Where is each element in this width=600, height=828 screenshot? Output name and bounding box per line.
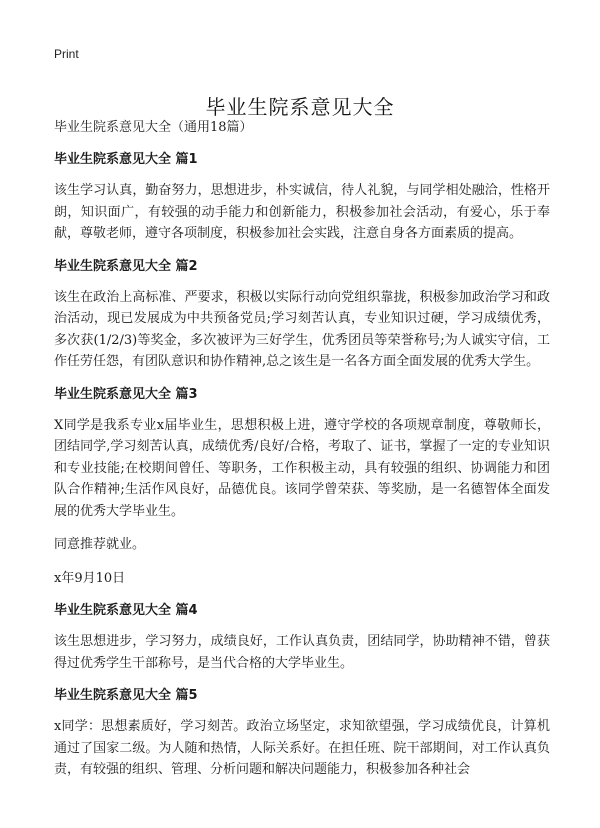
section-1 (54, 150, 550, 245)
document-body (54, 118, 550, 793)
print-link[interactable]: Print (54, 47, 79, 61)
section-heading: 毕业生院系意见大全 篇5 (54, 688, 198, 703)
section-paragraph: 该生在政治上高标准、严要求，积极以实际行动向党组织靠拢，积极参加政治学习和政治活动，现已发展成为中共预备党员;学习刻苦认真，专业知识过硬，学习成绩优秀，多次获(1/2/3)等奖金，多次被评为三好学生，优秀团员等荣誉称号;为人诚实守信，工作任劳任怨，有团队意识和协作精神,总之该生是一名各方面全面发展的优秀大学生。 (54, 289, 550, 369)
document-title: 毕业生院系意见大全 (205, 95, 395, 120)
section-heading: 毕业生院系意见大全 篇1 (54, 152, 198, 167)
section-paragraph: 该生学习认真，勤奋努力，思想进步，朴实诚信，待人礼貌，与同学相处融洽，性格开朗，知识面广，有较强的动手能力和创新能力，积极参加社会活动，有爱心，乐于奉献，尊敬老师，遵守各项制度，积极参加社会实践，注意自身各方面素质的提高。 (54, 183, 550, 241)
section-paragraph: X同学是我系专业x届毕业生，思想积极上进，遵守学校的各项规章制度，尊敬师长，团结同学,学习刻苦认真，成绩优秀/良好/合格，考取了、证书，掌握了一定的专业知识和专业技能;在校期间曾任、等职务，工作积极主动，具有较强的组织、协调能力和团队合作精神;生活作风良好，品德优良。该同学曾荣获、等奖励，是一名德智体全面发展的优秀大学毕业生。 (54, 417, 550, 519)
section-4 (54, 601, 550, 674)
document-subtitle: 毕业生院系意见大全（通用18篇） (54, 120, 253, 135)
section-2 (54, 257, 550, 373)
section-3 (54, 385, 550, 590)
section-paragraph: 该生思想进步，学习努力，成绩良好，工作认真负责，团结同学，协助精神不错，曾获得过优秀学生干部称号，是当代合格的大学毕业生。 (54, 634, 550, 671)
section-heading: 毕业生院系意见大全 篇2 (54, 258, 198, 274)
section-5 (54, 686, 550, 781)
section-heading: 毕业生院系意见大全 篇4 (54, 603, 198, 618)
section-paragraph: x同学：思想素质好，学习刻苦。政治立场坚定，求知欲望强，学习成绩优良，计算机通过了国家二级。为人随和热情，人际关系好。在担任班、院干部期间，对工作认真负责，有较强的组织、管理、分析问题和解决问题能力，积极参加各种社会 (54, 719, 550, 777)
section-heading: 毕业生院系意见大全 篇3 (54, 386, 198, 402)
date-line: x年9月10日 (54, 570, 126, 586)
recommendation-line: 同意推荐就业。 (54, 537, 146, 552)
